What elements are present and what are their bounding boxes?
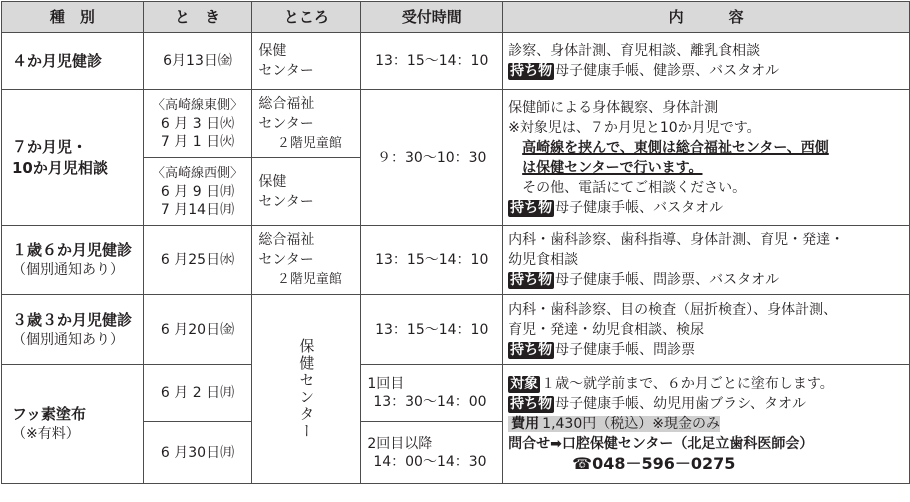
west-label: 〈高崎線西側〉 <box>151 165 243 181</box>
bring-line <box>508 61 909 81</box>
content-line: 幼児食相談 <box>508 252 579 268</box>
kind-cell <box>2 33 144 90</box>
place-line: 保健 <box>258 173 287 190</box>
phone-line <box>508 454 909 474</box>
kind-cell <box>2 226 144 295</box>
place-line: センター <box>258 193 314 210</box>
kind-label: フッ素塗布 <box>12 405 86 423</box>
bring-tag: 持ち物 <box>510 341 553 358</box>
place-line: センター <box>258 115 314 132</box>
bring-line <box>508 340 909 360</box>
content-line: 育児・発達・幼児食相談、検尿 <box>508 321 705 338</box>
bring-tag: 持ち物 <box>510 272 553 288</box>
kind-label: ３歳３か月児健診 <box>12 310 133 329</box>
checkup-schedule-table <box>1 1 910 484</box>
content-cell <box>503 365 910 484</box>
kind-cell <box>2 295 144 365</box>
kind-label: ７か月児・ <box>12 137 88 156</box>
date-cell-west <box>143 158 252 226</box>
time-label: 2回目以降 <box>367 435 433 452</box>
place-line: 総合福祉 <box>258 95 315 112</box>
target-tag: 対象 <box>510 376 539 392</box>
content-line: その他、電話にてご相談ください。 <box>522 179 747 196</box>
place-line: 保健 <box>258 43 287 59</box>
place-line: センター <box>258 252 314 268</box>
fee-line <box>508 414 909 434</box>
east-label: 〈高崎線東側〉 <box>151 97 243 113</box>
place-cell <box>252 33 361 90</box>
place-cell-east <box>252 90 361 158</box>
date-cell: 6 月20日㈮ <box>143 295 252 365</box>
place-line: ２階児童館 <box>276 272 342 287</box>
content-cell <box>503 295 910 365</box>
date-cell: 6月13日㈮ <box>143 33 252 90</box>
content-line: 診察、身体計測、育児相談、離乳食相談 <box>508 43 761 59</box>
contact-label: 問合せ <box>508 436 551 452</box>
bring-line <box>508 198 909 218</box>
phone-icon: ☎ <box>572 454 593 473</box>
bring-line <box>508 394 909 414</box>
date-cell: 6 月30日㈪ <box>143 422 252 484</box>
place-cell-west <box>252 158 361 226</box>
date-line: 7 月14日㈪ <box>160 201 235 218</box>
place-cell <box>252 226 361 295</box>
date-line: 6 月 9 日㈪ <box>160 183 235 200</box>
row-3year <box>2 295 910 365</box>
bring-text: 母子健康手帳、バスタオル <box>555 199 724 216</box>
emphasis-line: 高崎線を挟んで、東側は総合福祉センター、西側 <box>522 139 829 156</box>
content-cell <box>503 33 910 90</box>
kind-label: 10か月児相談 <box>12 158 108 177</box>
time-cell <box>361 422 503 484</box>
kind-label: ４か月児健診 <box>12 51 103 70</box>
content-line: ※対象児は、７か月児と10か月児です。 <box>508 119 761 136</box>
header-kind: 種 別 <box>2 2 144 33</box>
header-when: と き <box>143 2 252 33</box>
content-line: 保健師による身体観察、身体計測 <box>508 99 719 116</box>
arrow-icon: ➡ <box>550 436 562 452</box>
time-label: 1回目 <box>367 376 405 392</box>
bring-tag: 持ち物 <box>510 396 553 412</box>
row-7month-east <box>2 90 910 158</box>
kind-cell <box>2 365 144 484</box>
kind-cell <box>2 90 144 226</box>
date-line: 6 月 3 日㈫ <box>160 115 235 132</box>
content-cell <box>503 90 910 226</box>
time-cell: 13：15〜14：10 <box>361 33 503 90</box>
content-line: 内科・歯科診察、目の検査（屈折検査）、身体計測、 <box>508 301 838 318</box>
date-line: 7 月 1 日㈫ <box>160 133 235 150</box>
bring-text: 母子健康手帳、問診票、バスタオル <box>555 272 780 288</box>
bring-text: 母子健康手帳、健診票、バスタオル <box>555 63 780 79</box>
place-line: センター <box>258 63 314 79</box>
contact-name: 口腔保健センター（北足立歯科医師会） <box>561 436 814 452</box>
content-line: 内科・歯科診察、歯科指導、身体計測、育児・発達・ <box>508 232 845 248</box>
header-content: 内 容 <box>503 2 910 33</box>
kind-note: （個別通知あり） <box>12 331 124 348</box>
date-cell: 6 月25日㈬ <box>143 226 252 295</box>
bring-line <box>508 270 909 290</box>
time-cell: ９：30〜10：30 <box>361 90 503 226</box>
time-value: 13：30〜14：00 <box>373 394 487 410</box>
content-cell <box>503 226 910 295</box>
target-text: １歳〜就学前まで、６か月ごとに塗布します。 <box>541 376 834 392</box>
fee-tag: 費用 <box>508 416 542 432</box>
header-row <box>2 2 910 33</box>
place-line: 総合福祉 <box>258 232 315 248</box>
time-cell: 13：15〜14：10 <box>361 226 503 295</box>
target-line <box>508 374 909 394</box>
time-cell: 13：15〜14：10 <box>361 295 503 365</box>
header-where: ところ <box>252 2 361 33</box>
bring-tag: 持ち物 <box>510 199 553 216</box>
emphasis-line: は保健センターで行います。 <box>522 159 703 176</box>
time-cell <box>361 365 503 422</box>
row-4month <box>2 33 910 90</box>
time-value: 14：00〜14：30 <box>373 453 487 470</box>
place-cell-vertical <box>252 295 361 484</box>
bring-text: 母子健康手帳、問診票 <box>555 341 696 358</box>
kind-label: １歳６か月児健診 <box>12 241 133 259</box>
bring-text: 母子健康手帳、幼児用歯ブラシ、タオル <box>555 396 807 412</box>
kind-note: （個別通知あり） <box>12 262 124 278</box>
header-reception: 受付時間 <box>361 2 503 33</box>
row-18month <box>2 226 910 295</box>
bring-tag: 持ち物 <box>510 63 553 79</box>
place-vertical-text: 保健センター <box>297 338 316 440</box>
row-fluoride-1 <box>2 365 910 422</box>
date-cell-east <box>143 90 252 158</box>
contact-line <box>508 434 909 454</box>
fee-text: 1,430円（税込）※現金のみ <box>542 416 720 432</box>
place-line: ２階児童館 <box>276 135 342 151</box>
kind-note: （※有料） <box>12 426 80 442</box>
date-cell: 6 月 2 日㈪ <box>143 365 252 422</box>
phone-number: 048－596－0275 <box>592 454 736 473</box>
